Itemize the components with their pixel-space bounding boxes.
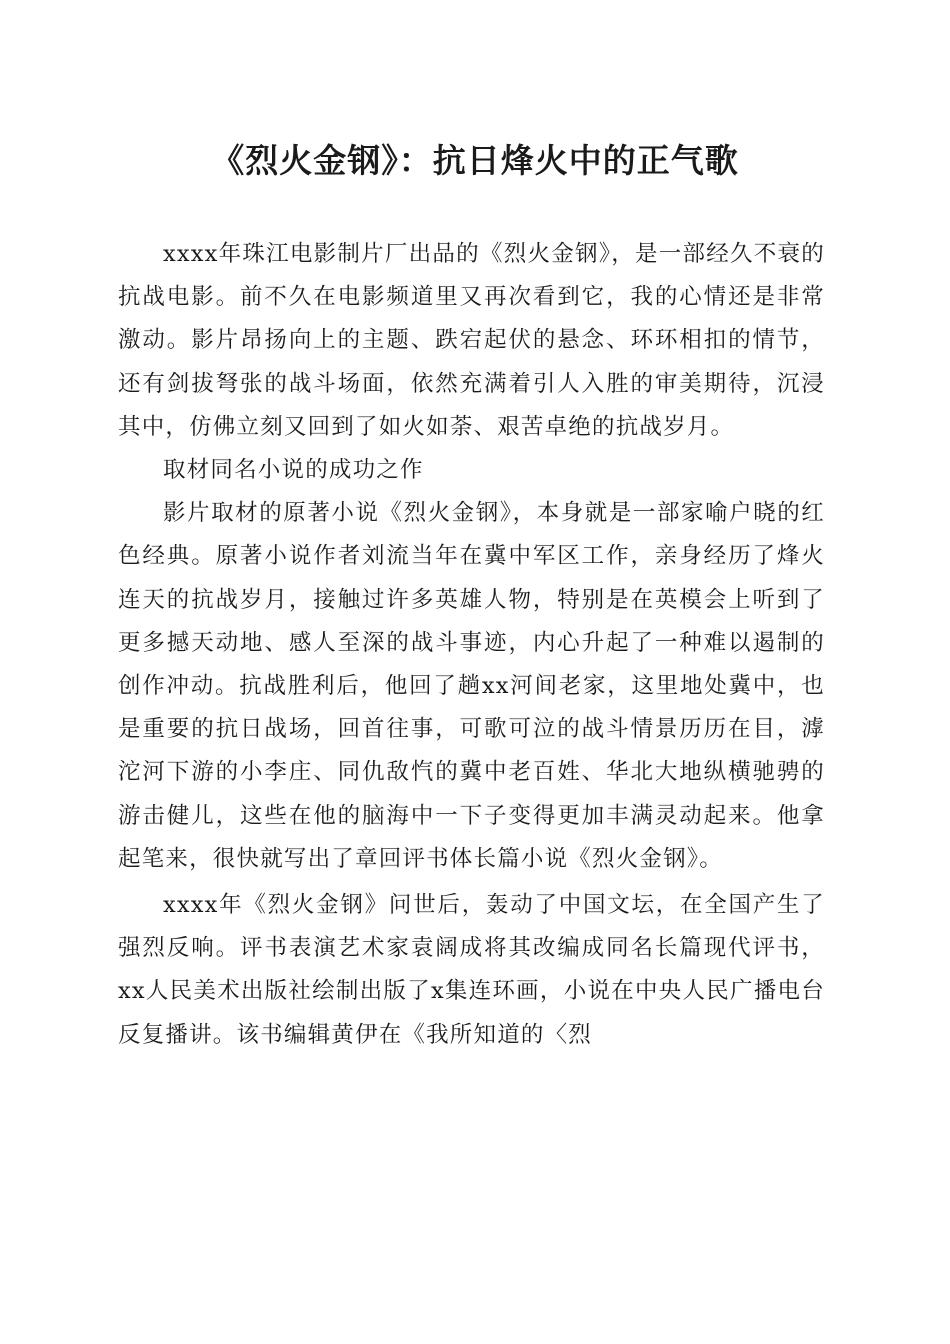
document-title: 《烈火金钢》：抗日烽火中的正气歌 bbox=[211, 141, 739, 180]
section-heading: 取材同名小说的成功之作 bbox=[163, 457, 424, 484]
paragraph-1: xxxx年珠江电影制片厂出品的《烈火金钢》，是一部经久不衰的抗战电影。前不久在电影频道里又再次看到它，我的心情还是非常激动。影片昂扬向上的主题、跌宕起伏的悬念、环环相扣的情节，还有剑拔弩张的战斗场面，依然充满着引人入胜的审美期待，沉浸其中，仿佛立刻又回到了如火如荼、艰苦卓绝的抗战岁月。 bbox=[118, 241, 825, 440]
paragraph-2: 影片取材的原著小说《烈火金钢》，本身就是一部家喻户晓的红色经典。原著小说作者刘流当年在冀中军区工作，亲身经历了烽火连天的抗战岁月，接触过许多英雄人物，特别是在英模会上听到了更多撼天动地、感人至深的战斗事迹，内心升起了一种难以遏制的创作冲动。抗战胜利后，他回了趟xx河间老家，这里地处冀中，也是重要的抗日战场，回首往事，可歌可泣的战斗情景历历在目，滹沱河下游的小李庄、同仇敌忾的冀中老百姓、华北大地纵横驰骋的游击健儿，这些在他的脑海中一下子变得更加丰满灵动起来。他拿起笔来，很快就写出了章回评书体长篇小说《烈火金钢》。 bbox=[118, 500, 825, 872]
paragraph-3: xxxx年《烈火金钢》问世后，轰动了中国文坛，在全国产生了强烈反响。评书表演艺术家袁阔成将其改编成同名长篇现代评书，xx人民美术出版社绘制出版了x集连环画，小说在中央人民广播电台反复播讲。该书编辑黄伊在《我所知道的〈烈 bbox=[118, 892, 825, 1048]
document-body bbox=[118, 233, 825, 1057]
